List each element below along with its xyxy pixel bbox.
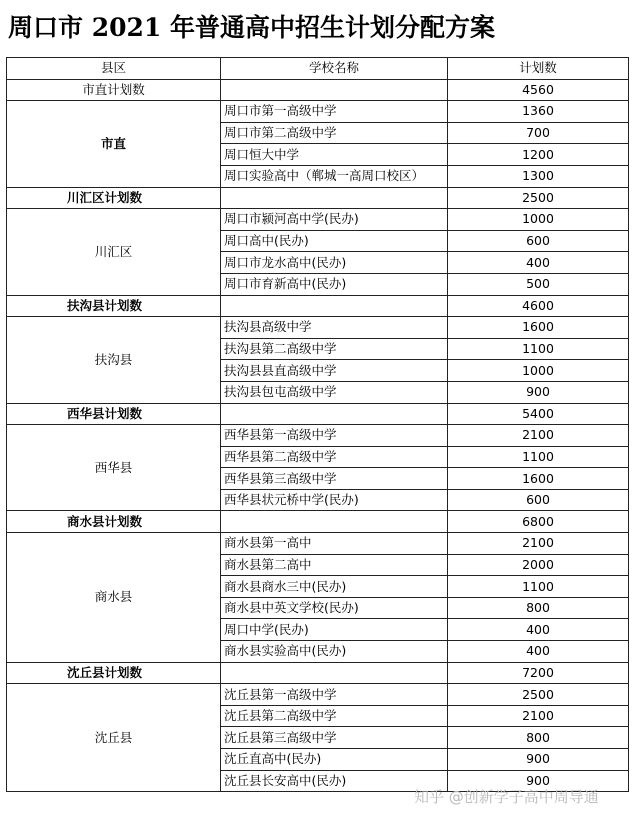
total-value: 2500 — [448, 187, 629, 209]
school-name: 沈丘直高中(民办) — [221, 749, 448, 771]
total-row — [7, 295, 629, 317]
school-name: 周口市龙水高中(民办) — [221, 252, 448, 274]
school-count: 1000 — [448, 360, 629, 382]
school-name: 商水县中英文学校(民办) — [221, 597, 448, 619]
school-count: 600 — [448, 489, 629, 511]
school-name: 商水县商水三中(民办) — [221, 576, 448, 598]
total-row — [7, 187, 629, 209]
school-name: 周口实验高中（郸城一高周口校区） — [221, 165, 448, 187]
school-count: 500 — [448, 273, 629, 295]
watermark: 知乎 @创新学子高中周导通 — [414, 788, 599, 806]
school-count: 900 — [448, 749, 629, 771]
total-label: 扶沟县计划数 — [7, 295, 221, 317]
school-name: 商水县实验高中(民办) — [221, 641, 448, 663]
school-name: 周口市第二高级中学 — [221, 122, 448, 144]
total-value: 4560 — [448, 79, 629, 101]
school-row — [7, 101, 629, 123]
school-count: 1600 — [448, 317, 629, 339]
school-count: 1200 — [448, 144, 629, 166]
table-body — [7, 58, 629, 792]
total-blank — [221, 187, 448, 209]
school-count: 600 — [448, 230, 629, 252]
school-name: 沈丘县第三高级中学 — [221, 727, 448, 749]
total-label: 商水县计划数 — [7, 511, 221, 533]
school-name: 扶沟县高级中学 — [221, 317, 448, 339]
total-blank — [221, 511, 448, 533]
total-value: 5400 — [448, 403, 629, 425]
total-row — [7, 79, 629, 101]
enrollment-plan-table — [6, 57, 629, 792]
school-count: 1100 — [448, 338, 629, 360]
county-cell: 川汇区 — [7, 209, 221, 295]
school-name: 周口市第一高级中学 — [221, 101, 448, 123]
school-count: 2500 — [448, 684, 629, 706]
total-row — [7, 403, 629, 425]
document-title: 周口市 2021 年普通高中招生计划分配方案 — [8, 13, 495, 42]
total-value: 4600 — [448, 295, 629, 317]
county-cell: 市直 — [7, 101, 221, 187]
school-count: 900 — [448, 770, 629, 792]
school-count: 800 — [448, 597, 629, 619]
total-value: 7200 — [448, 662, 629, 684]
county-cell: 沈丘县 — [7, 684, 221, 792]
school-name: 扶沟县包屯高级中学 — [221, 381, 448, 403]
school-name: 沈丘县第二高级中学 — [221, 705, 448, 727]
header-school: 学校名称 — [221, 58, 448, 80]
school-name: 沈丘县第一高级中学 — [221, 684, 448, 706]
school-count: 400 — [448, 619, 629, 641]
total-blank — [221, 403, 448, 425]
school-count: 2000 — [448, 554, 629, 576]
school-count: 900 — [448, 381, 629, 403]
total-label: 西华县计划数 — [7, 403, 221, 425]
school-name: 周口市颍河高中学(民办) — [221, 209, 448, 231]
school-count: 400 — [448, 641, 629, 663]
school-name: 西华县第二高级中学 — [221, 446, 448, 468]
total-label: 川汇区计划数 — [7, 187, 221, 209]
school-count: 700 — [448, 122, 629, 144]
school-count: 2100 — [448, 705, 629, 727]
total-value: 6800 — [448, 511, 629, 533]
school-count: 400 — [448, 252, 629, 274]
school-name: 扶沟县县直高级中学 — [221, 360, 448, 382]
school-name: 西华县第一高级中学 — [221, 425, 448, 447]
school-name: 扶沟县第二高级中学 — [221, 338, 448, 360]
school-count: 1360 — [448, 101, 629, 123]
school-row — [7, 209, 629, 231]
school-name: 周口高中(民办) — [221, 230, 448, 252]
school-name: 西华县第三高级中学 — [221, 468, 448, 490]
school-name: 商水县第二高中 — [221, 554, 448, 576]
total-blank — [221, 662, 448, 684]
school-count: 1600 — [448, 468, 629, 490]
total-label: 市直计划数 — [7, 79, 221, 101]
county-cell: 西华县 — [7, 425, 221, 511]
school-count: 1300 — [448, 165, 629, 187]
table-header-row — [7, 58, 629, 80]
school-name: 周口恒大中学 — [221, 144, 448, 166]
school-count: 1100 — [448, 446, 629, 468]
school-count: 2100 — [448, 533, 629, 555]
school-count: 800 — [448, 727, 629, 749]
school-name: 沈丘县长安高中(民办) — [221, 770, 448, 792]
total-blank — [221, 295, 448, 317]
school-row — [7, 317, 629, 339]
county-cell: 商水县 — [7, 533, 221, 663]
school-row — [7, 533, 629, 555]
header-county: 县区 — [7, 58, 221, 80]
county-cell: 扶沟县 — [7, 317, 221, 403]
total-blank — [221, 79, 448, 101]
school-name: 周口市育新高中(民办) — [221, 273, 448, 295]
school-count: 1000 — [448, 209, 629, 231]
school-name: 西华县状元桥中学(民办) — [221, 489, 448, 511]
header-count: 计划数 — [448, 58, 629, 80]
school-row — [7, 684, 629, 706]
total-label: 沈丘县计划数 — [7, 662, 221, 684]
school-row — [7, 425, 629, 447]
school-name: 商水县第一高中 — [221, 533, 448, 555]
total-row — [7, 511, 629, 533]
school-name: 周口中学(民办) — [221, 619, 448, 641]
school-count: 2100 — [448, 425, 629, 447]
school-count: 1100 — [448, 576, 629, 598]
total-row — [7, 662, 629, 684]
